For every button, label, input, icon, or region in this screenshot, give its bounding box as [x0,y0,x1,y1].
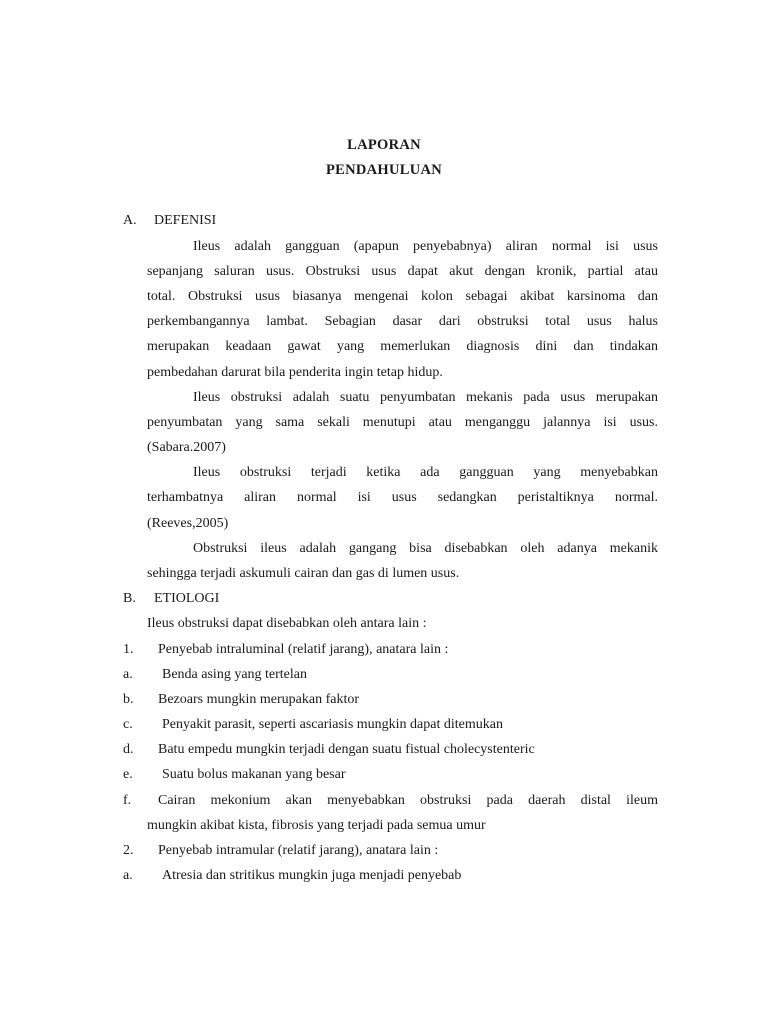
list-item-marker: a. [123,667,133,682]
list-item-marker: c. [123,717,133,732]
list-item-marker: b. [123,692,134,707]
list-item-marker: 1. [123,642,134,657]
paragraph-line: Obstruksi ileus adalah gangang bisa disebabkan oleh adanya mekanik [193,541,658,556]
paragraph-line: perkembangannya lambat. Sebagian dasar dari obstruksi total usus halus [147,314,658,329]
list-item-marker: 2. [123,843,134,858]
section-a-marker: A. [123,213,137,228]
list-item-marker: e. [123,767,133,782]
citation: (Sabara.2007) [147,440,226,455]
list-item: Benda asing yang tertelan [162,667,308,682]
list-item: Penyebab intramular (relatif jarang), anatara lain : [158,843,439,858]
paragraph-line: Ileus adalah gangguan (apapun penyebabnya) aliran normal isi usus [193,239,658,254]
section-b-marker: B. [123,591,136,606]
section-a-heading: DEFENISI [154,213,217,228]
document-title-line2: PENDAHULUAN [325,162,443,178]
section-b-intro: Ileus obstruksi dapat disebabkan oleh antara lain : [147,616,427,631]
paragraph-line: terhambatnya aliran normal isi usus sedangkan peristaltiknya normal. [147,490,658,505]
section-b-heading: ETIOLOGI [154,591,220,606]
paragraph-line: total. Obstruksi usus biasanya mengenai kolon sebagai akibat karsinoma dan [147,289,658,304]
list-item: Atresia dan stritikus mungkin juga menjadi penyebab [162,868,462,883]
list-item: Bezoars mungkin merupakan faktor [158,692,359,707]
paragraph-line: penyumbatan yang sama sekali menutupi atau menganggu jalannya isi usus. [147,415,658,430]
document-title-line1: LAPORAN [347,137,421,153]
paragraph-line: pembedahan darurat bila penderita ingin tetap hidup. [147,365,443,380]
list-item-marker: d. [123,742,134,757]
list-item: Suatu bolus makanan yang besar [162,767,346,782]
list-item-marker: f. [123,793,132,808]
citation: (Reeves,2005) [147,516,229,531]
paragraph-line: sehingga terjadi askumuli cairan dan gas di lumen usus. [147,566,460,581]
paragraph-line: Ileus obstruksi terjadi ketika ada gangguan yang menyebabkan [193,465,658,480]
list-item: Cairan mekonium akan menyebabkan obstruksi pada daerah distal ileum [158,793,658,808]
paragraph-line: Ileus obstruksi adalah suatu penyumbatan mekanis pada usus merupakan [193,390,658,405]
list-item: Penyakit parasit, seperti ascariasis mungkin dapat ditemukan [162,717,503,732]
list-item-marker: a. [123,868,133,883]
list-item-continuation: mungkin akibat kista, fibrosis yang terjadi pada semua umur [147,818,486,833]
paragraph-line: merupakan keadaan gawat yang memerlukan diagnosis dini dan tindakan [147,339,658,354]
list-item: Penyebab intraluminal (relatif jarang), anatara lain : [158,642,449,657]
paragraph-line: sepanjang saluran usus. Obstruksi usus dapat akut dengan kronik, partial atau [147,264,658,279]
list-item: Batu empedu mungkin terjadi dengan suatu fistual cholecystenteric [158,742,535,757]
